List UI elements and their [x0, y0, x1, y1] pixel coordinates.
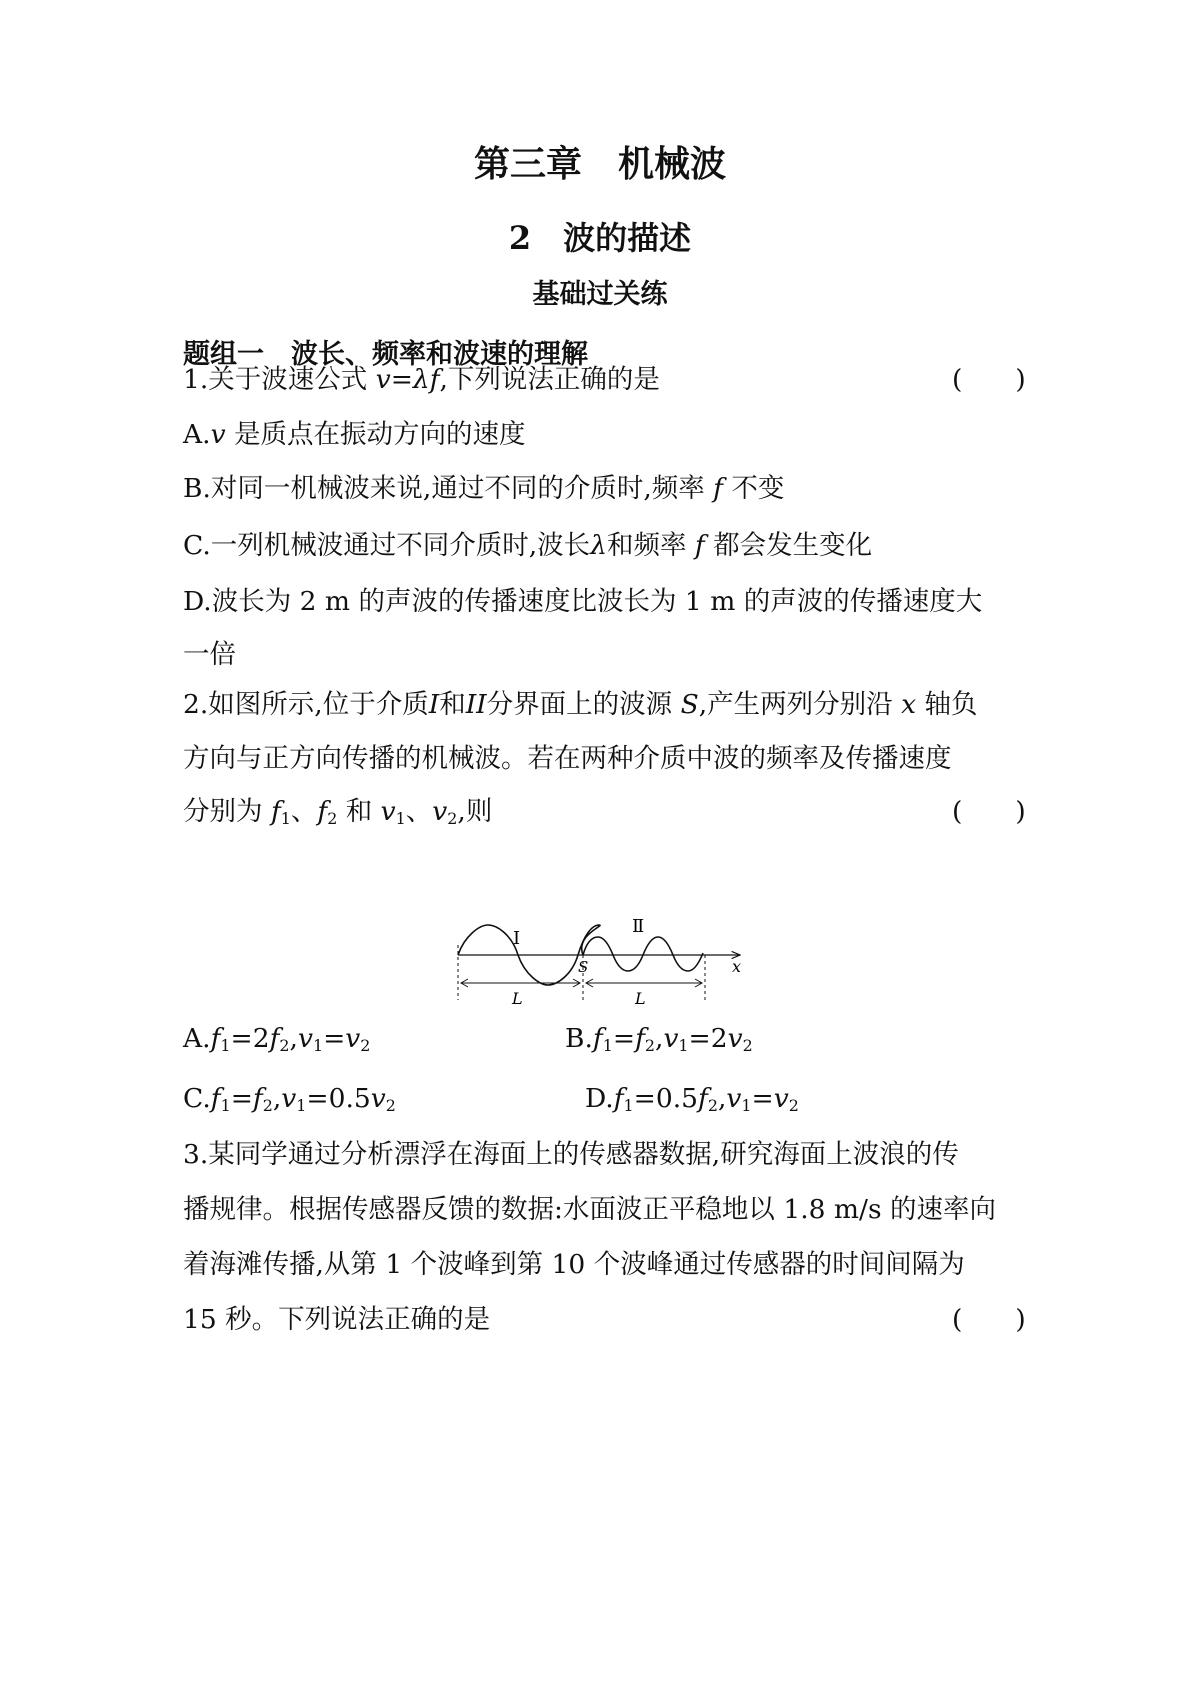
- q2-stem-line3: 分别为 $f_1$、$f_2$ 和 $v_1$、$v_2$,则: [183, 796, 493, 828]
- section-title: 基础过关练: [532, 279, 668, 310]
- q3-stem-line2: 播规律。根据传感器反馈的数据:水面波正平稳地以 1.8 m/s 的速率向: [183, 1194, 996, 1225]
- label-axis: x: [732, 957, 742, 976]
- label-source: S: [578, 958, 589, 976]
- q3-stem-line3: 着海滩传播,从第 1 个波峰到第 10 个波峰通过传感器的时间间隔为: [183, 1249, 965, 1280]
- q2-stem-line1: 2.如图所示,位于介质I和II分界面上的波源 S,产生两列分别沿 x 轴负: [183, 689, 978, 720]
- q3-stem-line4: 15 秒。下列说法正确的是: [183, 1304, 491, 1335]
- label-medium2: Ⅱ: [632, 918, 645, 937]
- label-length-left: L: [512, 989, 523, 1008]
- q3-answer-paren: ( ): [952, 1304, 1026, 1335]
- q2-option-a: $A.f_1=2f_2,v_1=v_2$: [183, 1023, 371, 1055]
- q1-option-a: A.v 是质点在振动方向的速度: [183, 419, 526, 450]
- q3-stem-line1: 3.某同学通过分析漂浮在海面上的传感器数据,研究海面上波浪的传: [183, 1139, 959, 1170]
- wave-figure: [440, 918, 760, 1010]
- q2-stem-line2: 方向与正方向传播的机械波。若在两种介质中波的频率及传播速度: [183, 743, 952, 774]
- q1-option-c: C.一列机械波通过不同介质时,波长λ和频率 f 都会发生变化: [183, 530, 873, 561]
- q2-option-d: $D.f_1=0.5f_2,v_1=v_2$: [585, 1083, 799, 1115]
- chapter-title: 第三章 机械波: [473, 143, 726, 185]
- q1-option-d-line2: 一倍: [183, 639, 236, 670]
- label-medium1: I: [513, 928, 521, 949]
- q1-option-d-line1: D.波长为 2 m 的声波的传播速度比波长为 1 m 的声波的传播速度大: [183, 586, 983, 617]
- q1-answer-paren: ( ): [952, 364, 1026, 395]
- label-length-right: L: [635, 989, 646, 1008]
- wave-medium2: [583, 937, 703, 971]
- q2-option-c: $C.f_1=f_2,v_1=0.5v_2$: [183, 1083, 396, 1115]
- q2-answer-paren: ( ): [952, 796, 1026, 827]
- lesson-title: 2 波的描述: [508, 219, 692, 257]
- q1-option-b: B.对同一机械波来说,通过不同的介质时,频率 f 不变: [183, 473, 785, 504]
- q1-stem: 1.关于波速公式 v=λf,下列说法正确的是: [183, 364, 660, 395]
- q1-formula: v=λf: [375, 364, 440, 395]
- question-group-title: 题组一 波长、频率和波速的理解: [183, 339, 588, 370]
- q2-option-b: $B.f_1=f_2,v_1=2v_2$: [565, 1023, 753, 1055]
